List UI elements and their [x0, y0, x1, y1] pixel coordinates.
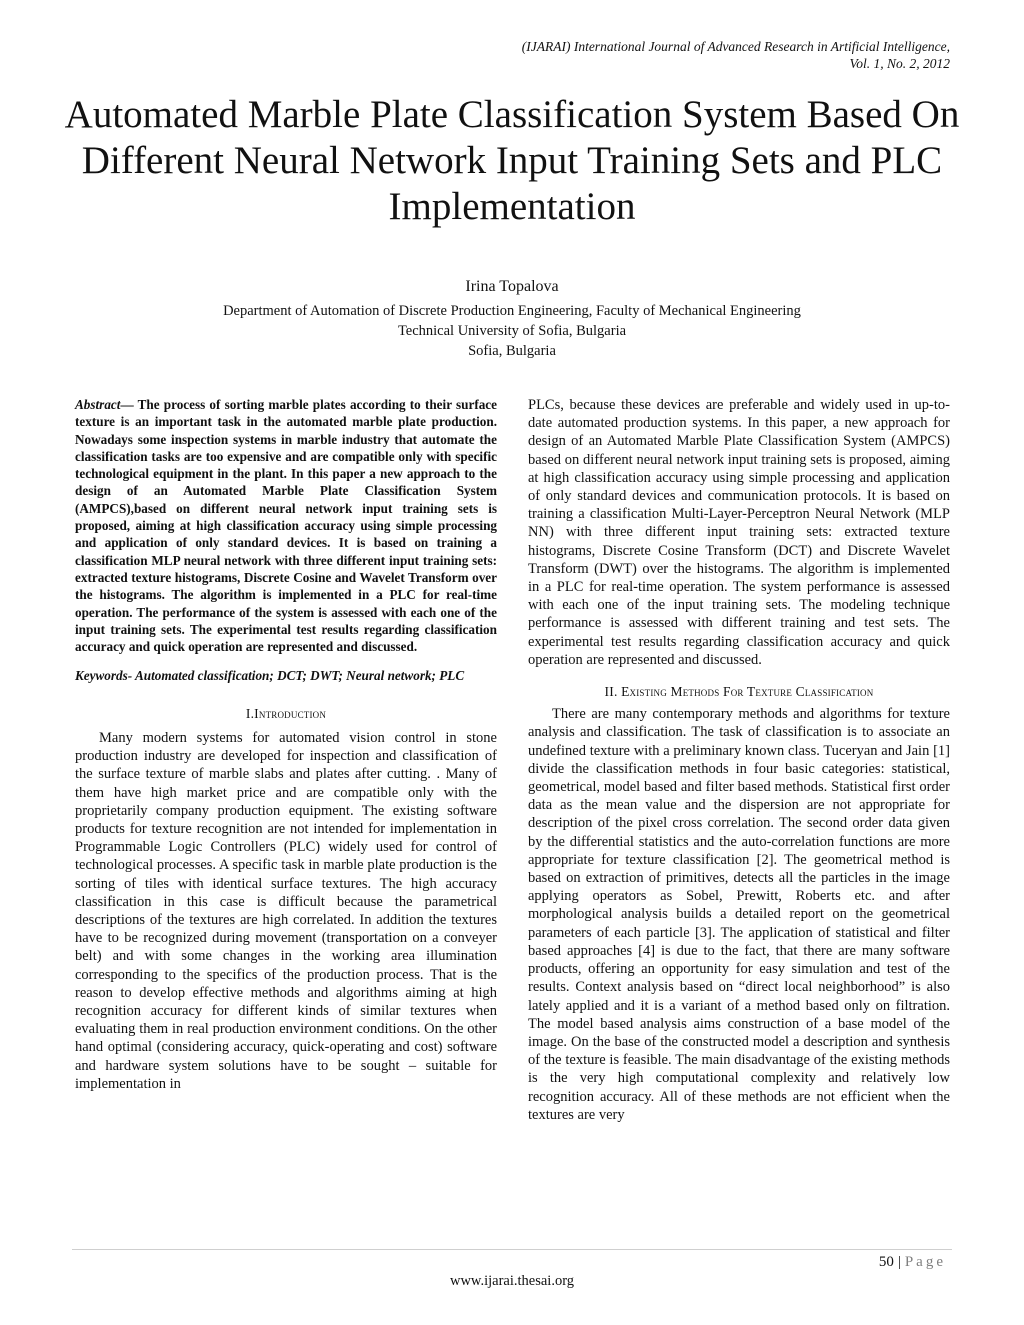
affiliation-university: Technical University of Sofia, Bulgaria: [397, 323, 627, 339]
abstract: [75, 396, 497, 655]
abstract-text: The process of sorting marble plates according to their surface texture is an important task in the automated marble plate production. Nowadays some inspection systems in marble industry that automate the classification tasks are too expensive and are compatible only with specific technological equipment in the plant. In this paper a new approach to the design of an Automated Marble Plate Classification System (AMPCS),based on different neural network input training sets is proposed, aiming at high classification accuracy using simple processing and application of only standard devices. It is based on training a classification MLP neural network with three different input training sets: extracted texture histograms, Discrete Cosine and Wavelet Transform over the histograms. The algorithm is implemented in a PLC for real-time operation. The performance of the system is assessed with each one of the input training sets. The experimental test results regarding classification accuracy and quick operation are represented and discussed.: [75, 397, 498, 655]
page-word: Page: [904, 1254, 946, 1270]
keywords: Keywords- Automated classification; DCT; DWT; Neural network; PLC: [75, 668, 465, 684]
author-name: Irina Topalova: [465, 278, 559, 295]
left-column: [75, 396, 497, 1093]
affiliation-department: Department of Automation of Discrete Production Engineering, Faculty of Mechanical Engineering: [223, 303, 801, 319]
paper-title: Automated Marble Plate Classification System Based On Different Neural Network Input Training Sets and PLC Implementation: [64, 93, 960, 228]
introduction-continuation: PLCs, because these devices are preferable and widely used in up-to-date automated production systems. In this paper, a new approach for design of an Automated Marble Plate Classification System (AMPCS) based on different neural network input training sets is proposed, aiming at high classification accuracy using simple processing and application of only standard devices and communication protocols. It is based on training a classification Multi-Layer-Perceptron Neural Network (MLP NN) with three different input training sets: extracted texture histograms, Discrete Cosine Transform (DCT) and Discrete Wavelet Transform (DWT) over the histograms. The algorithm is implemented in a PLC for real-time operation. The system performance is assessed with each one of the input training sets. The modeling technique performance is assessed with different training and test sets. The experimental test results regarding classification accuracy and quick operation are represented and discussed.: [528, 397, 950, 668]
footer-divider: [72, 1249, 952, 1250]
affiliation-city: Sofia, Bulgaria: [468, 343, 556, 359]
abstract-label: Abstract: [75, 397, 121, 412]
introduction-text: Many modern systems for automated vision control in stone production industry are developed for inspection and classification of the surface texture of marble slabs and plates after cutting. . Many of them have high market price and are compatible only with the proprietarily company production equipment. The existing software products for texture recognition are not intended for implementation in Programmable Logic Controllers (PLC) widely used for control of technological processes. A specific task in marble plate production is the sorting of tiles with identical surface textures. The high accuracy classification in this case is difficult because the parametrical descriptions of the textures are high correlated. In addition the textures have to be recognized during movement (transportation on a conveyer belt) and with some changes in the working area illumination corresponding to the specifics of the production process. That is the reason to develop effective methods and algorithms aiming at high recognition accuracy for different kinds of similar textures when evaluating them in real production environment conditions. On the other hand optimal (considering accuracy, quick-operating and cost) software and hardware system solutions have to be sought – suitable for implementation in: [75, 729, 497, 1092]
section-heading-existing-methods: II. Existing Methods For Texture Classification: [604, 684, 874, 700]
right-column: [528, 396, 950, 1124]
page-number-separator: |: [897, 1254, 901, 1270]
author-affiliation: [0, 301, 1024, 361]
journal-volume: Vol. 1, No. 2, 2012: [849, 56, 950, 71]
page-number-value: 50: [878, 1254, 894, 1270]
section-heading-introduction: I.Introduction: [245, 705, 327, 721]
journal-name: (IJARAI) International Journal of Advanced Research in Artificial Intelligence,: [521, 39, 950, 54]
journal-header: [250, 38, 950, 72]
abstract-dash: —: [120, 397, 138, 412]
page-number: [879, 1254, 946, 1271]
existing-methods-text: There are many contemporary methods and algorithms for texture analysis and classification. The task of classification is to associate an undefined texture with a preliminary known class. Tuceryan and Jain [1] divide the classification methods in four basic categories: statistical, geometrical, model based and filter based methods. Statistical first order data as the mean value and the dispersion are not appropriate for description of the pixel cross correlation. The second order data given by the differential statistics and the auto-correlation functions are more appropriate for texture classification [2]. The geometrical method is based on extraction of primitives, detects all the particles in the image applying operators as Sobel, Prewitt, Roberts etc. and after morphological analysis builds a detailed report on the geometrical parameters of each particle [3]. The application of statistical and filter based approaches [4] is due to the fact, that there are many software products, offering an opportunity for easy simulation and test of the results. Context analysis based on “direct local neighborhood” is also lately applied and it is a variant of a method based only on filtration. The model based analysis aims construction of a base model of the image. On the base of the constructed model a description and synthesis of the texture is feasible. The main disadvantage of the existing methods is the very high computational complexity and relatively low recognition accuracy. All of these methods are not efficient when the textures are very: [528, 706, 950, 1123]
journal-website: www.ijarai.thesai.org: [449, 1273, 575, 1289]
